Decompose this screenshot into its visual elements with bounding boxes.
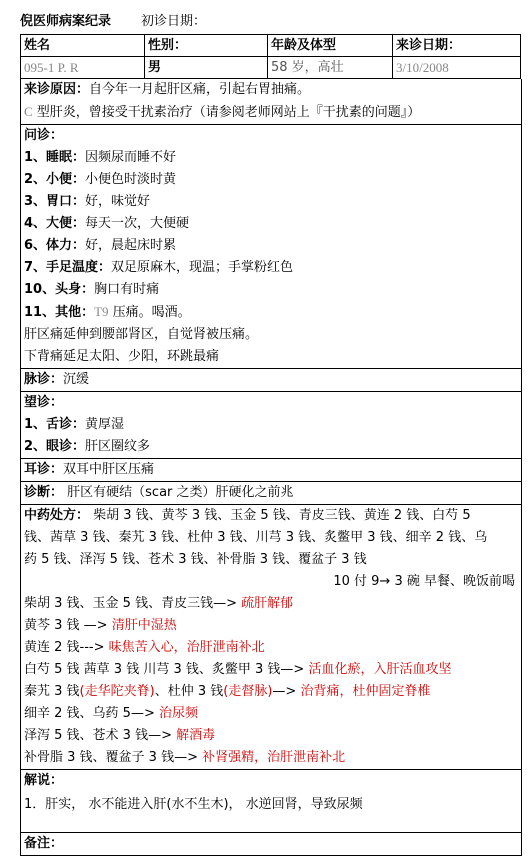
- inquiry-item: [24, 257, 521, 279]
- herb-group: 泽泻 5 钱、苍术 3 钱—>: [24, 728, 177, 743]
- inquiry-item-label: 7、手足温度：: [24, 260, 112, 275]
- inspection-item: [24, 414, 521, 436]
- inquiry-item: [24, 235, 521, 257]
- herb-explanation: [24, 637, 521, 659]
- inquiry-extra-1: 肝区痛延伸到腰部肾区，自觉肾被压痛。: [24, 327, 259, 342]
- name-value: 095-1 P. R: [21, 57, 145, 79]
- inquiry-item-label: 3、胃口：: [24, 194, 86, 209]
- inquiry-item-text: 胸口有时痛: [94, 282, 160, 297]
- inquiry-section: [20, 125, 522, 369]
- herb-effect: 治尿频: [158, 706, 198, 721]
- inquiry-item-text: 因频尿而睡不好: [85, 150, 177, 165]
- prescription-line-2: 钱、茜草 3 钱、秦艽 3 钱、杜仲 3 钱、川芎 3 钱、炙鳖甲 3 钱、细辛 2 钱、乌: [24, 530, 488, 545]
- herb-arrow: —>: [272, 684, 301, 699]
- pulse-label: 脉诊：: [24, 372, 64, 387]
- herb-explanation: [24, 703, 521, 725]
- inspection-item-text: 黄厚湿: [85, 417, 125, 432]
- pulse-text: 沉缓: [63, 372, 90, 387]
- inspection-item: [24, 436, 521, 458]
- herb-effect: 疏肝解郁: [241, 596, 294, 611]
- inquiry-item-prefix: T9: [94, 304, 109, 319]
- prescription-line-3: 药 5 钱、泽泻 5 钱、苍术 3 钱、补骨脂 3 钱、覆盆子 3 钱: [24, 552, 367, 567]
- title-line: [20, 10, 520, 34]
- case-record: [20, 10, 520, 856]
- inquiry-item: [24, 169, 521, 191]
- herb-explanation: [24, 659, 521, 681]
- herb-effect: 活血化瘀，入肝活血攻坚: [308, 662, 452, 677]
- herb-group: 、杜仲 3 钱: [154, 684, 224, 699]
- herb-explanation: [24, 681, 521, 703]
- inquiry-item-label: 4、大便：: [24, 216, 86, 231]
- age-header: 年龄及体型: [268, 35, 393, 57]
- complaint-line-1: 自今年一月起肝区痛，引起右胃抽痛。: [89, 82, 311, 97]
- complaint-section: [20, 79, 522, 125]
- prescription-section: [20, 505, 522, 770]
- inquiry-item-label: 6、体力：: [24, 238, 86, 253]
- first-visit-label: 初诊日期：: [141, 14, 207, 29]
- prescription-dosage: 10 付 9→ 3 碗 早餐、晚饭前喝: [333, 574, 515, 589]
- inspection-label: 望诊：: [24, 395, 64, 410]
- inquiry-item-label: 1、睡眠：: [24, 150, 86, 165]
- herb-effect: 补肾强精，治肝泄南补北: [202, 750, 346, 765]
- ear-section: [20, 459, 522, 482]
- explanation-label: 解说：: [24, 773, 64, 788]
- herb-effect: 治背痛，杜仲固定脊椎: [300, 684, 431, 699]
- inquiry-item: [24, 213, 521, 235]
- explanation-section: [20, 770, 522, 833]
- complaint-prefix: C: [24, 104, 33, 119]
- inquiry-label: 问诊：: [24, 128, 64, 143]
- ear-text: 双耳中肝区压痛: [63, 462, 155, 477]
- inquiry-extra-2: 下背痛延足太阳、少阳，环跳最痛: [24, 349, 220, 364]
- age-value: 58 岁，高壮: [268, 57, 393, 79]
- herb-note: (走华陀夹脊): [79, 684, 155, 699]
- herb-group: 秦艽 3 钱: [24, 684, 80, 699]
- herb-explanation: [24, 725, 521, 747]
- herb-group: 黄芩 3 钱 —>: [24, 618, 112, 633]
- inquiry-item-label: 10、头身：: [24, 282, 95, 297]
- ear-label: 耳诊：: [24, 462, 64, 477]
- pulse-section: [20, 369, 522, 392]
- info-header-row: [21, 35, 521, 57]
- inquiry-item-text: 好，晨起床时累: [85, 238, 177, 253]
- name-header: 姓名: [21, 35, 145, 57]
- visit-date-header: 来诊日期：: [393, 35, 521, 57]
- inspection-item-label: 2、眼诊：: [24, 439, 86, 454]
- inquiry-item-text: 好，味觉好: [85, 194, 151, 209]
- herb-group: 黄连 2 钱--->: [24, 640, 109, 655]
- gender-header: 性别：: [145, 35, 268, 57]
- explanation-text: 1．肝实， 水不能进入肝(水不生木)， 水逆回肾，导致尿频: [24, 797, 363, 812]
- herb-group: 细辛 2 钱、乌药 5—>: [24, 706, 159, 721]
- info-value-row: [21, 57, 521, 79]
- remarks-label: 备注：: [24, 836, 64, 851]
- inquiry-item: [24, 279, 521, 301]
- inquiry-item-label: 2、小便：: [24, 172, 86, 187]
- diagnosis-section: [20, 482, 522, 505]
- inquiry-item-text: 压痛。喝酒。: [108, 305, 191, 320]
- complaint-label: 来诊原因：: [24, 82, 90, 97]
- herb-note: (走督脉): [223, 684, 273, 699]
- page-title: 医师病案纪录: [33, 14, 112, 29]
- inquiry-item-text: 小便色时淡时黄: [85, 172, 177, 187]
- inquiry-item: [24, 147, 521, 169]
- herb-explanation: [24, 747, 521, 769]
- herb-explanation: [24, 615, 521, 637]
- inspection-item-label: 1、舌诊：: [24, 417, 86, 432]
- patient-info-table: [20, 34, 521, 79]
- prescription-label: 中药处方：: [24, 508, 90, 523]
- title-prefix: 倪: [20, 14, 34, 29]
- inspection-item-text: 肝区圈纹多: [85, 439, 151, 454]
- complaint-line-2: 型肝炎，曾接受干扰素治疗（请参阅老师网站上『干扰素的问题』）: [32, 105, 421, 120]
- herb-group: 柴胡 3 钱、玉金 5 钱、青皮三钱—>: [24, 596, 242, 611]
- herb-group: 补骨脂 3 钱、覆盆子 3 钱—>: [24, 750, 203, 765]
- visit-date-value: 3/10/2008: [393, 57, 521, 79]
- herb-group: 白芍 5 钱 茜草 3 钱 川芎 3 钱、炙鳖甲 3 钱—>: [24, 662, 309, 677]
- herb-effect: 味焦苦入心，治肝泄南补北: [108, 640, 265, 655]
- inquiry-item: [24, 301, 521, 324]
- inquiry-item-text: 每天一次，大便硬: [85, 216, 190, 231]
- inquiry-item: [24, 191, 521, 213]
- herb-explanation: [24, 593, 521, 615]
- inspection-section: [20, 392, 522, 459]
- diagnosis-label: 诊断：: [24, 485, 64, 500]
- diagnosis-text: 肝区有硬结（scar 之类）肝硬化之前兆: [63, 485, 294, 500]
- inquiry-item-label: 11、其他：: [24, 305, 95, 320]
- remarks-section: [20, 833, 522, 856]
- gender-value: 男: [145, 57, 268, 79]
- inquiry-item-text: 双足原麻木，现温；手掌粉红色: [111, 260, 294, 275]
- herb-effect: 清肝中湿热: [111, 618, 177, 633]
- prescription-line-1: 柴胡 3 钱、黄芩 3 钱、玉金 5 钱、青皮三钱、黄连 2 钱、白芍 5: [89, 508, 471, 523]
- herb-effect: 解酒毒: [176, 728, 216, 743]
